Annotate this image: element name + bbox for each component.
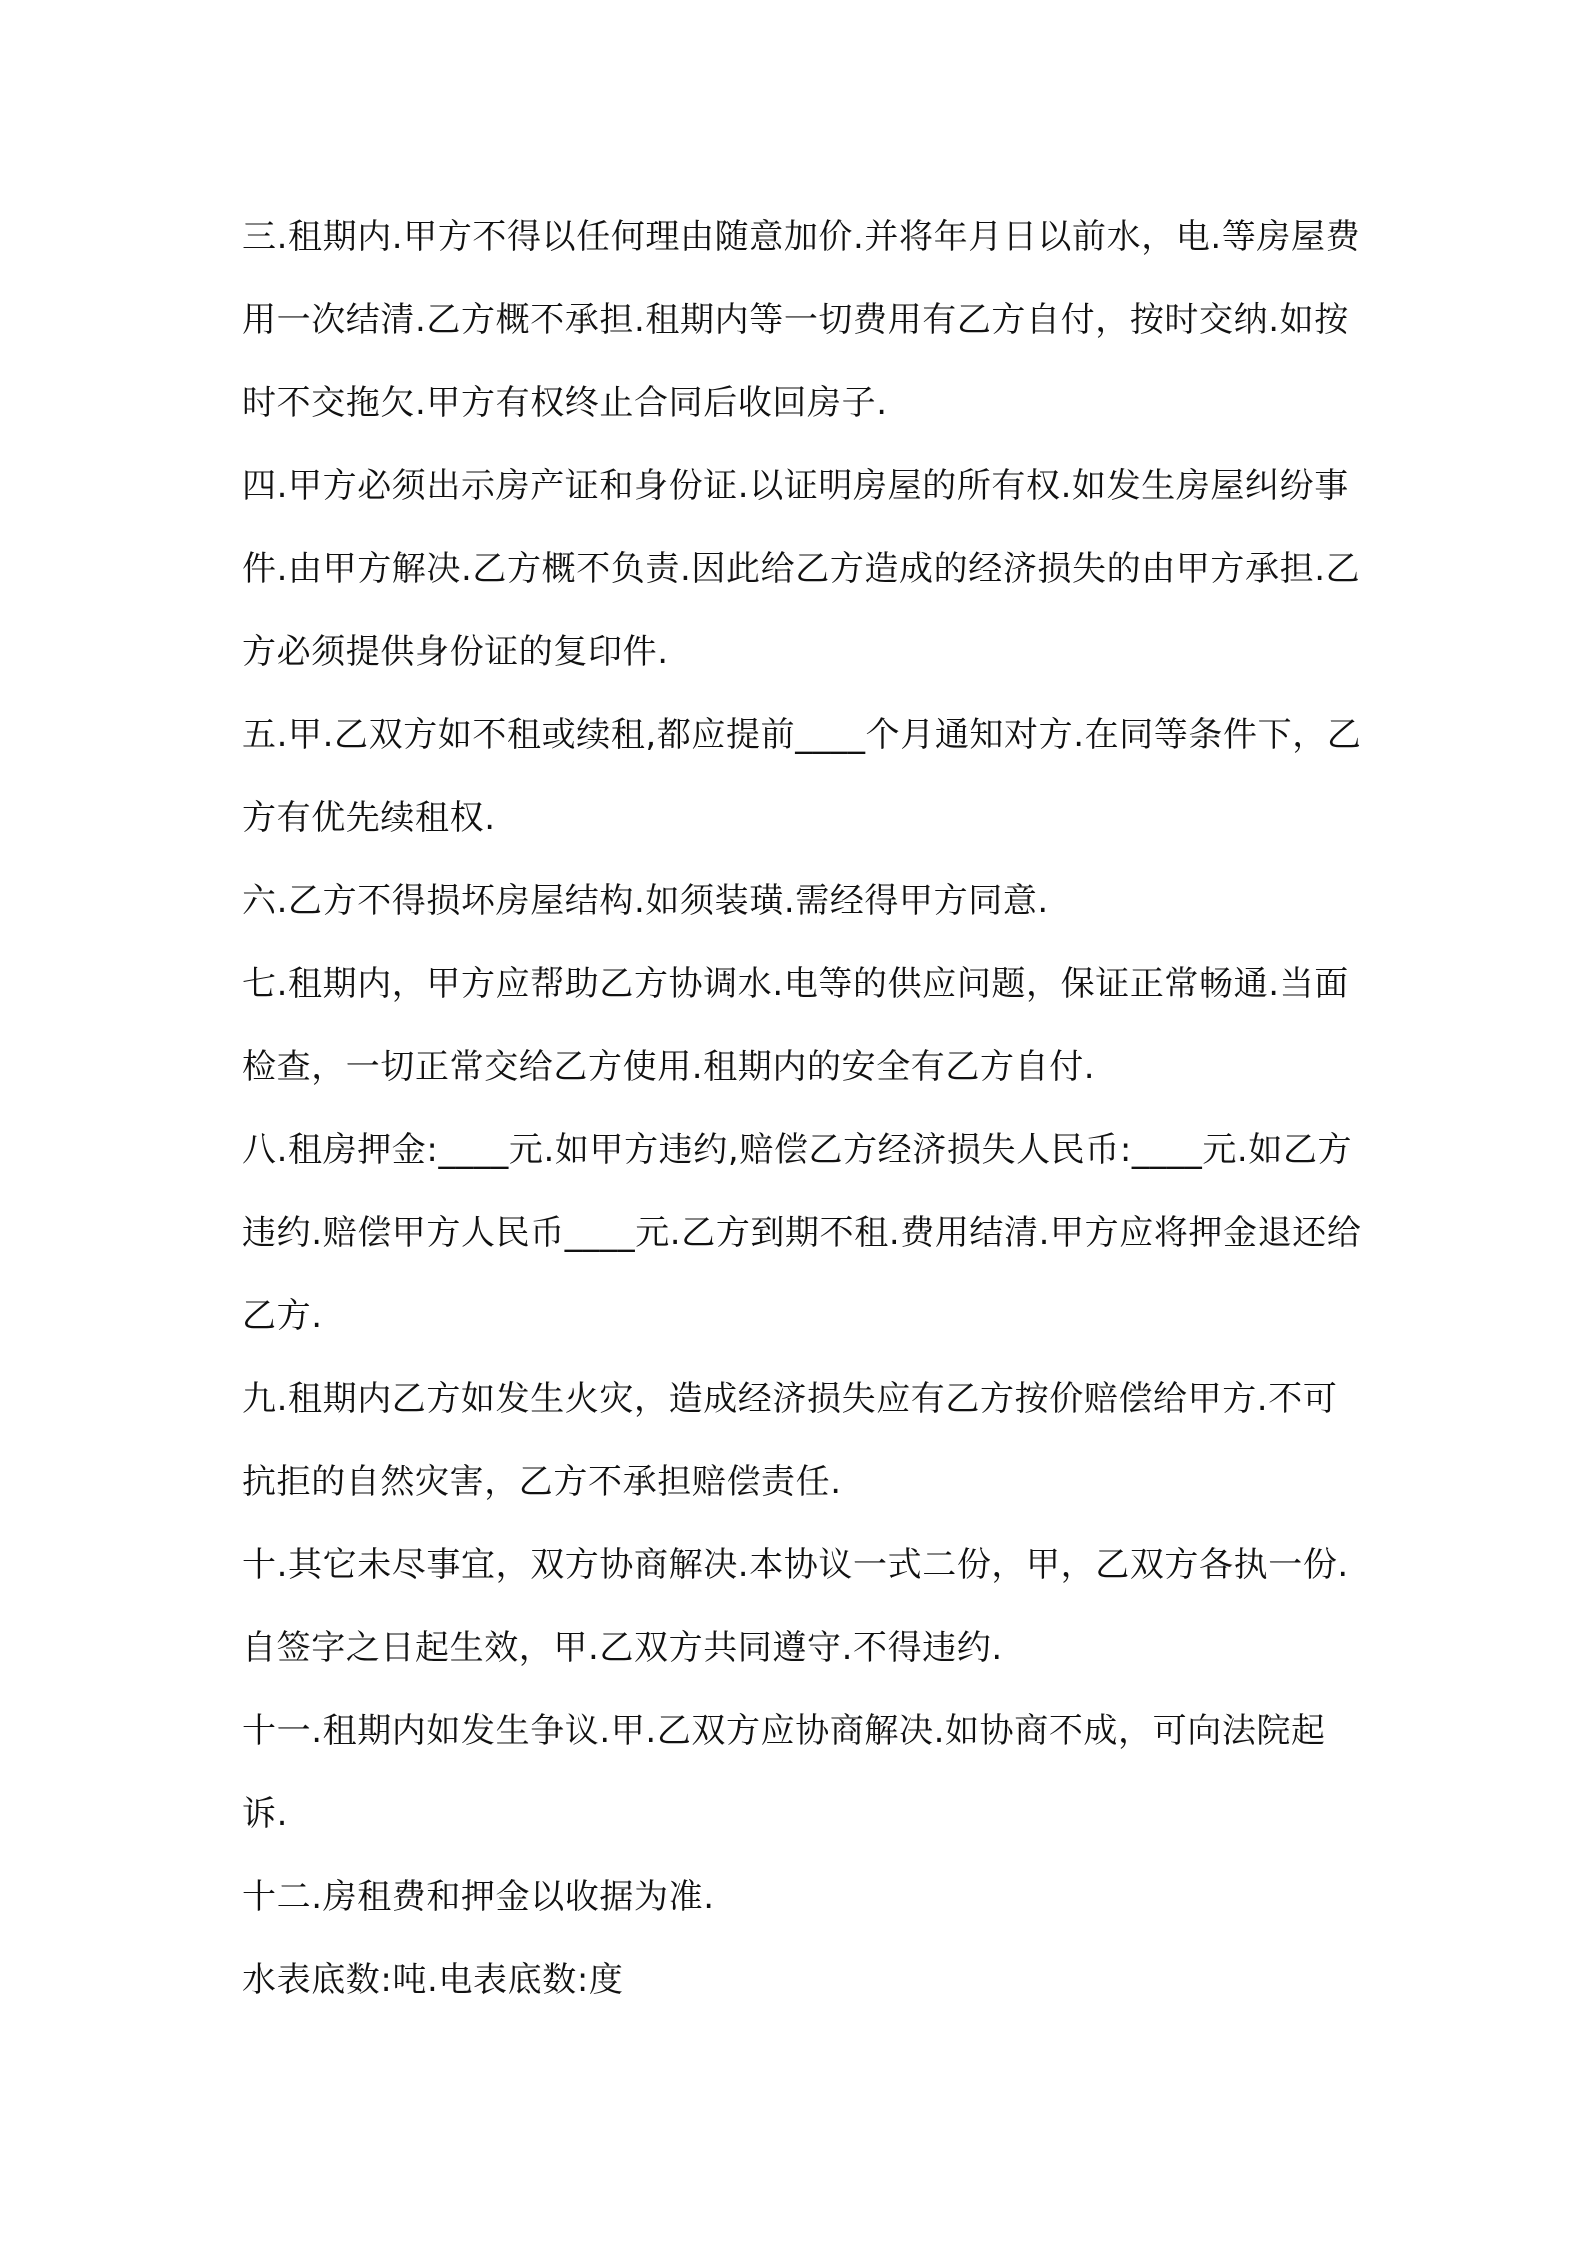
contract-body [242,196,1362,2022]
clause-8: 八.租房押金:____元.如甲方违约,赔偿乙方经济损失人民币:____元.如乙方违约.赔偿甲方人民币____元.乙方到期不租.费用结清.甲方应将押金退还给乙方. [242,1130,1362,1336]
clause-9: 九.租期内乙方如发生火灾，造成经济损失应有乙方按价赔偿给甲方.不可抗拒的自然灾害，乙方不承担赔偿责任. [242,1379,1338,1502]
clause-10: 十.其它未尽事宜，双方协商解决.本协议一式二份，甲，乙双方各执一份.自签字之日起生效，甲.乙双方共同遵守.不得违约. [242,1545,1349,1668]
meter-readings: 水表底数:吨.电表底数:度 [242,1960,624,2000]
clause-4: 四.甲方必须出示房产证和身份证.以证明房屋的所有权.如发生房屋纠纷事件.由甲方解决.乙方概不负责.因此给乙方造成的经济损失的由甲方承担.乙方必须提供身份证的复印件. [242,466,1361,672]
clause-5: 五.甲.乙双方如不租或续租,都应提前____个月通知对方.在同等条件下，乙方有优先续租权. [242,715,1362,838]
clause-12: 十二.房租费和押金以收据为准. [242,1877,715,1917]
clause-7: 七.租期内，甲方应帮助乙方协调水.电等的供应问题，保证正常畅通.当面检查，一切正常交给乙方使用.租期内的安全有乙方自付. [242,964,1349,1087]
clause-6: 六.乙方不得损坏房屋结构.如须装璜.需经得甲方同意. [242,881,1049,921]
clause-11: 十一.租期内如发生争议.甲.乙双方应协商解决.如协商不成，可向法院起诉. [242,1711,1326,1834]
clause-3: 三.租期内.甲方不得以任何理由随意加价.并将年月日以前水，电.等房屋费用一次结清.乙方概不承担.租期内等一切费用有乙方自付，按时交纳.如按时不交拖欠.甲方有权终止合同后收回房子. [242,217,1361,423]
